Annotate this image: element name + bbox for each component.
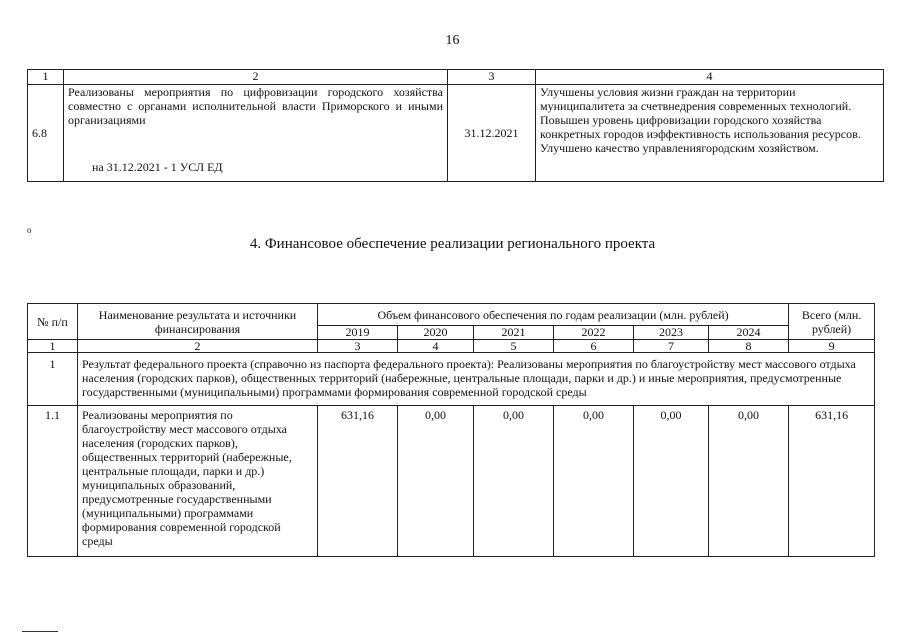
column-number: 1 <box>28 340 78 353</box>
financing-table <box>27 303 875 557</box>
column-number: 2 <box>78 340 318 353</box>
row-description-cell <box>64 85 448 182</box>
value-2024: 0,00 <box>709 406 789 557</box>
header-num: № п/п <box>28 304 78 340</box>
row-number: 1.1 <box>28 406 78 557</box>
header-volume: Объем финансового обеспечения по годам реализации (млн. рублей) <box>318 304 789 326</box>
section-title: 4. Финансовое обеспечение реализации регионального проекта <box>249 236 656 252</box>
header-year-2019: 2019 <box>318 326 398 340</box>
value-2023: 0,00 <box>634 406 709 557</box>
column-number-3: 3 <box>448 70 536 85</box>
header-year-2020: 2020 <box>398 326 474 340</box>
row-date: 31.12.2021 <box>448 85 536 182</box>
header-year-2023: 2023 <box>634 326 709 340</box>
federal-result-text: Результат федерального проекта (справочно из паспорта федерального проекта): Реализованы мероприятия по благоустройству мест массового отдыха населения (городских парков), общественных территорий (набережные, центральные площади, парки и др.) и иные мероприятия, предусмотренные государственными (муниципальными) программами формирования современной городской среды <box>78 353 875 406</box>
footnote-divider <box>22 631 58 632</box>
row-description: Реализованы мероприятия по цифровизации городского хозяйства совместно с органами исполнительной власти Приморского и иными организациями <box>68 85 443 127</box>
column-number-2: 2 <box>64 70 448 85</box>
column-number: 9 <box>789 340 875 353</box>
header-year-2024: 2024 <box>709 326 789 340</box>
column-number: 8 <box>709 340 789 353</box>
value-2020: 0,00 <box>398 406 474 557</box>
financing-column-numbers-row <box>28 340 875 353</box>
table-row <box>28 85 884 182</box>
header-total: Всего (млн. рублей) <box>789 304 875 340</box>
column-number: 3 <box>318 340 398 353</box>
results-table <box>27 69 884 182</box>
value-2022: 0,00 <box>554 406 634 557</box>
column-number-4: 4 <box>536 70 884 85</box>
column-number-1: 1 <box>28 70 64 85</box>
page-number: 16 <box>445 33 460 48</box>
value-2021: 0,00 <box>474 406 554 557</box>
table-row <box>28 406 875 557</box>
header-year-2021: 2021 <box>474 326 554 340</box>
header-name: Наименование результата и источники финансирования <box>78 304 318 340</box>
value-total: 631,16 <box>789 406 875 557</box>
column-number: 6 <box>554 340 634 353</box>
row-result: Улучшены условия жизни граждан на территории муниципалитета за счетвнедрения современных технологий. Повышен уровень цифровизации городского хозяйства конкретных городов иэффективность использования ресурсов. Улучшено качество управлениягородским хозяйством. <box>536 85 884 182</box>
row-number: 1 <box>28 353 78 406</box>
row-number: 6.8 <box>28 85 64 182</box>
row-sub-note: на 31.12.2021 - 1 УСЛ ЕД <box>92 160 223 174</box>
financing-header-row <box>28 304 875 326</box>
result-name: Реализованы мероприятия по благоустройству мест массового отдыха населения (городских парков), общественных территорий (набережные, центральные площади, парки и др.) муниципальных образований, предусмотренные государственными (муниципальными) программами формирования современной городской среды <box>78 406 318 557</box>
column-number: 4 <box>398 340 474 353</box>
header-year-2022: 2022 <box>554 326 634 340</box>
stray-mark: o <box>27 225 32 235</box>
column-number: 5 <box>474 340 554 353</box>
value-2019: 631,16 <box>318 406 398 557</box>
table-row <box>28 353 875 406</box>
results-table-header <box>28 70 884 85</box>
column-number: 7 <box>634 340 709 353</box>
